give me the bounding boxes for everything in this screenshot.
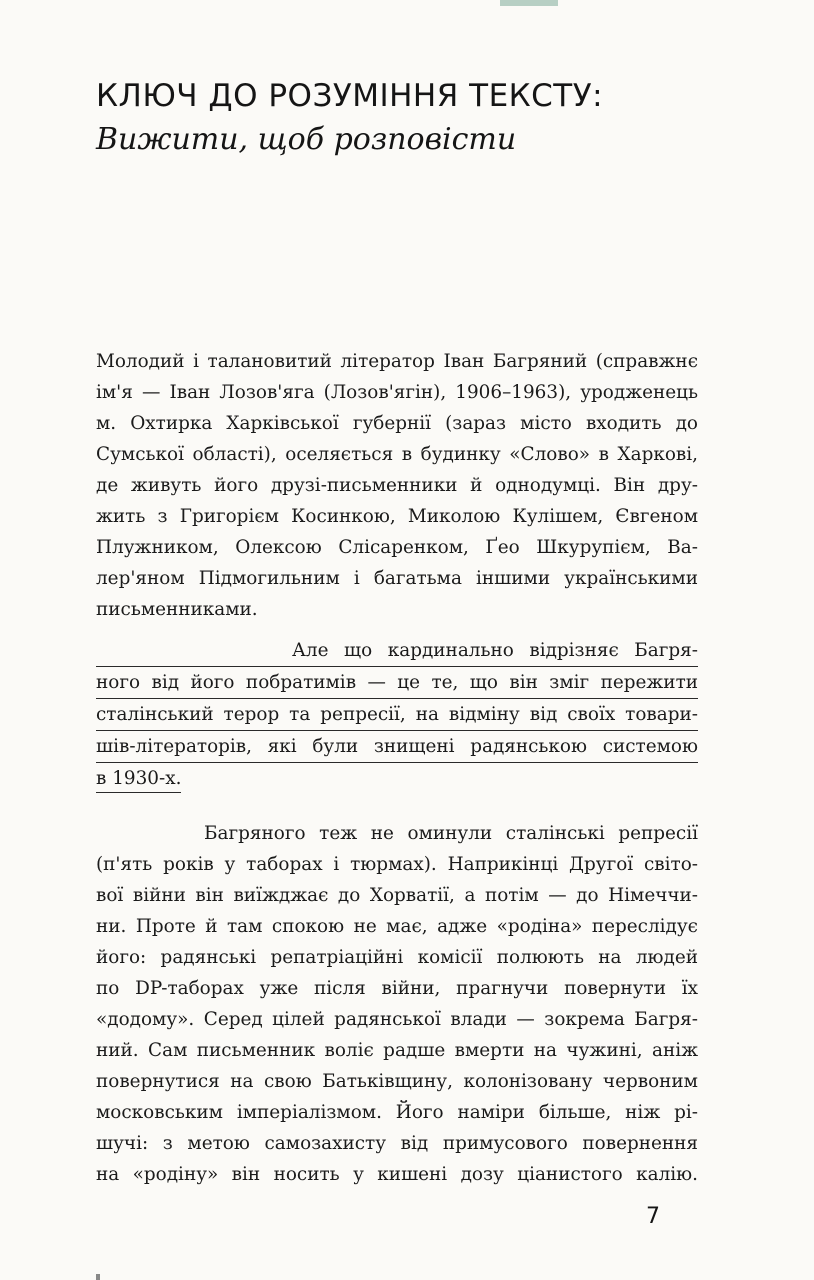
page-edge-color-mark (500, 0, 558, 6)
text-line: московським імперіалізмом. Його наміри більше, ніж рі- (96, 1102, 698, 1123)
underlined-text-line: Але що кардинально відрізняє Багря- (96, 635, 698, 667)
text-line: ни. Проте й там спокою не має, адже «родіна» переслідує (96, 916, 698, 937)
text-line: ний. Сам письменник воліє радше вмерти на чужині, аніж (96, 1040, 698, 1061)
text-line: по DP-таборах уже після війни, прагнучи повернути їх (96, 978, 698, 999)
text-line: на «родіну» він носить у кишені дозу ціанистого калію. (96, 1164, 698, 1185)
text-line: жить з Григорієм Косинкою, Миколою Кулішем, Євгеном (96, 506, 698, 527)
text-line: шучі: з метою самозахисту від примусового повернення (96, 1133, 698, 1154)
text-line: ім'я — Іван Лозов'яга (Лозов'ягін), 1906–1963), уродженець (96, 382, 698, 403)
text-line: лер'яном Підмогильним і багатьма іншими українськими (96, 568, 698, 589)
chapter-heading (96, 76, 736, 162)
text-line: вої війни він виїжджає до Хорватії, а потім — до Німеччи- (96, 885, 698, 906)
heading-title: КЛЮЧ ДО РОЗУМІННЯ ТЕКСТУ: (96, 78, 604, 114)
underlined-text-line: ного від його побратимів — це те, що він зміг пережити (96, 667, 698, 699)
text-line: (п'ять років у таборах і тюрмах). Наприкінці Другої світо- (96, 854, 698, 875)
paragraph-2-underlined (96, 635, 698, 794)
text-line: його: радянські репатріаційні комісії полюють на людей (96, 947, 698, 968)
text-line: письменниками. (96, 599, 258, 620)
text-line: де живуть його друзі-письменники й однодумці. Він дру- (96, 475, 698, 496)
page-number: 7 (646, 1204, 660, 1229)
text-line: Молодий і талановитий літератор Іван Багряний (справжнє (96, 351, 698, 372)
underlined-text-line (96, 763, 698, 794)
underlined-text-fragment: в 1930-х. (96, 763, 181, 793)
text-line: Сумської області), оселяється в будинку «Слово» в Харкові, (96, 444, 698, 465)
text-line: Плужником, Олексою Слісаренком, Ґео Шкурупієм, Ва- (96, 537, 698, 558)
underlined-text-line: сталінський терор та репресії, на відміну від своїх товари- (96, 699, 698, 731)
text-line: м. Охтирка Харківської губернії (зараз місто входить до (96, 413, 698, 434)
paragraph-3 (96, 818, 698, 1190)
text-line: Багряного теж не оминули сталінські репресії (204, 823, 698, 844)
paragraph-1 (96, 346, 698, 625)
underlined-text-line: шів-літераторів, які були знищені радянською системою (96, 731, 698, 763)
heading-subtitle: Вижити, щоб розповісти (96, 122, 517, 157)
text-line: повернутися на свою Батьківщину, колонізовану червоним (96, 1071, 698, 1092)
page-edge-mark (96, 1274, 100, 1280)
text-line: «додому». Серед цілей радянської влади — зокрема Багря- (96, 1009, 698, 1030)
